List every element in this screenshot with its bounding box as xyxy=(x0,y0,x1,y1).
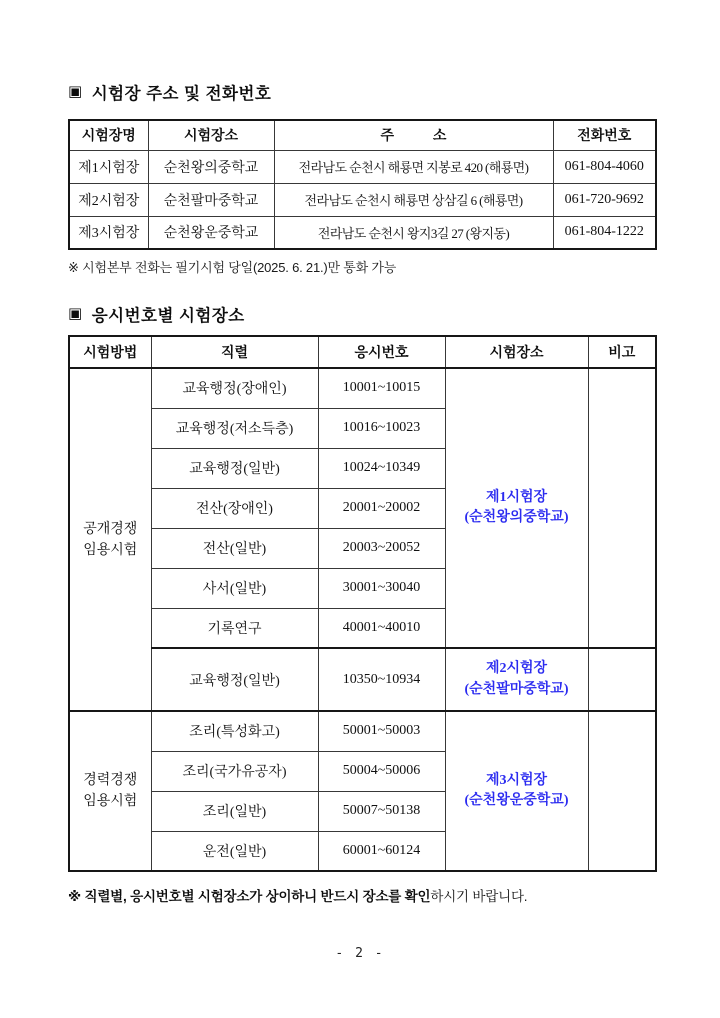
exam-method-career-competition xyxy=(69,711,151,871)
category: 운전(일반) xyxy=(151,831,318,871)
footer-note-rest: 하시기 바랍니다. xyxy=(430,889,528,904)
site-phone: 061-804-1222 xyxy=(553,216,656,249)
table-row xyxy=(69,368,656,408)
applicant-number-range: 20001~20002 xyxy=(318,488,445,528)
section2-title: 응시번호별 시험장소 xyxy=(91,307,245,325)
category: 전산(일반) xyxy=(151,528,318,568)
section2-heading xyxy=(68,302,655,326)
exam-site-2 xyxy=(445,648,588,711)
site-line: 제1시험장 xyxy=(485,489,548,505)
category: 전산(장애인) xyxy=(151,488,318,528)
site-line: 제2시험장 xyxy=(485,661,548,677)
site-address: 전라남도 순천시 왕지3길 27 (왕지동) xyxy=(274,216,553,249)
exam-site-address-table xyxy=(68,119,657,250)
square-bullet-icon: ▣ xyxy=(68,82,83,100)
site-line: 제3시험장 xyxy=(485,772,548,788)
footer-warning-note xyxy=(68,885,655,905)
site-name: 제1시험장 xyxy=(69,150,148,183)
site-line: (순천왕운중학교) xyxy=(464,793,569,808)
category: 조리(국가유공자) xyxy=(151,751,318,791)
remark xyxy=(588,648,656,711)
applicant-number-range: 10001~10015 xyxy=(318,368,445,408)
exam-site-1 xyxy=(445,368,588,648)
applicant-number-range: 40001~40010 xyxy=(318,608,445,648)
table-header-row xyxy=(69,336,656,368)
col-header-method: 시험방법 xyxy=(69,336,151,368)
table-row xyxy=(69,150,656,183)
col-header-phone: 전화번호 xyxy=(553,120,656,150)
site-place: 순천왕의중학교 xyxy=(148,150,274,183)
site-phone: 061-804-4060 xyxy=(553,150,656,183)
section1-heading xyxy=(68,80,655,104)
table-row xyxy=(69,711,656,751)
applicant-number-range: 60001~60124 xyxy=(318,831,445,871)
method-line: 임용시험 xyxy=(83,542,138,558)
site-name: 제2시험장 xyxy=(69,183,148,216)
method-line: 공개경쟁 xyxy=(83,521,138,537)
site-phone: 061-720-9692 xyxy=(553,183,656,216)
applicant-number-range: 20003~20052 xyxy=(318,528,445,568)
site-place: 순천팔마중학교 xyxy=(148,183,274,216)
col-header-category: 직렬 xyxy=(151,336,318,368)
table-header-row xyxy=(69,120,656,150)
applicant-number-range: 10024~10349 xyxy=(318,448,445,488)
site-place: 순천왕운중학교 xyxy=(148,216,274,249)
col-header-remark: 비고 xyxy=(588,336,656,368)
footer-note-bold: ※ 직렬별, 응시번호별 시험장소가 상이하니 반드시 장소를 확인 xyxy=(68,889,431,904)
category: 사서(일반) xyxy=(151,568,318,608)
category: 교육행정(저소득층) xyxy=(151,408,318,448)
site-name: 제3시험장 xyxy=(69,216,148,249)
col-header-site-name: 시험장명 xyxy=(69,120,148,150)
exam-site-3 xyxy=(445,711,588,871)
applicant-number-range: 50007~50138 xyxy=(318,791,445,831)
remark xyxy=(588,368,656,648)
section1-title: 시험장 주소 및 전화번호 xyxy=(91,85,272,103)
site-address: 전라남도 순천시 해룡면 상삼길 6 (해룡면) xyxy=(274,183,553,216)
category: 교육행정(장애인) xyxy=(151,368,318,408)
phone-availability-note: ※ 시험본부 전화는 필기시험 당일(2025. 6. 21.)만 통화 가능 xyxy=(68,260,397,275)
page-content xyxy=(68,80,655,905)
applicant-number-range: 50001~50003 xyxy=(318,711,445,751)
category: 기록연구 xyxy=(151,608,318,648)
exam-site-by-number-table xyxy=(68,335,657,872)
square-bullet-icon: ▣ xyxy=(68,304,83,322)
col-header-site: 시험장소 xyxy=(445,336,588,368)
table-row xyxy=(69,648,656,711)
col-header-address: 주 소 xyxy=(274,120,553,150)
category: 조리(특성화고) xyxy=(151,711,318,751)
remark xyxy=(588,711,656,871)
applicant-number-range: 10350~10934 xyxy=(318,648,445,711)
category: 교육행정(일반) xyxy=(151,648,318,711)
table-row xyxy=(69,216,656,249)
method-line: 임용시험 xyxy=(83,794,138,809)
category: 조리(일반) xyxy=(151,791,318,831)
site-address: 전라남도 순천시 해룡면 지봉로 420 (해룡면) xyxy=(274,150,553,183)
page-number: - 2 - xyxy=(335,946,385,961)
applicant-number-range: 50004~50006 xyxy=(318,751,445,791)
site-line: (순천팔마중학교) xyxy=(464,681,569,697)
col-header-site-place: 시험장소 xyxy=(148,120,274,150)
col-header-number: 응시번호 xyxy=(318,336,445,368)
site-line: (순천왕의중학교) xyxy=(464,510,569,525)
exam-method-open-competition xyxy=(69,368,151,711)
method-line: 경력경쟁 xyxy=(83,773,138,788)
table-row xyxy=(69,183,656,216)
applicant-number-range: 30001~30040 xyxy=(318,568,445,608)
category: 교육행정(일반) xyxy=(151,448,318,488)
applicant-number-range: 10016~10023 xyxy=(318,408,445,448)
